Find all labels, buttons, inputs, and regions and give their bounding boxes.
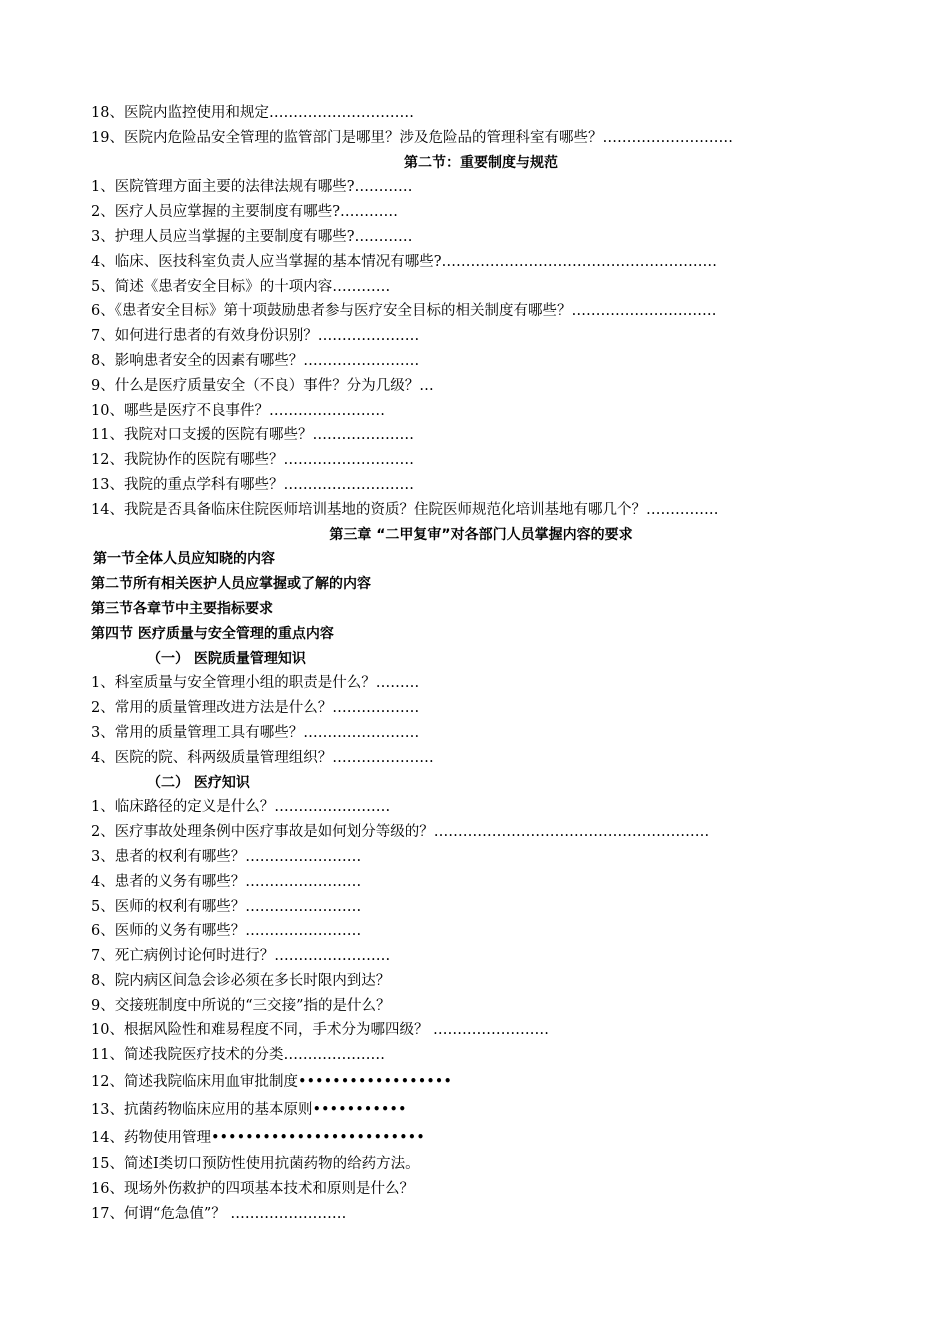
question-item: 3、护理人员应当掌握的主要制度有哪些?…………: [91, 228, 413, 245]
section-heading: 第三节各章节中主要指标要求: [91, 600, 273, 617]
question-item: 3、常用的质量管理工具有哪些？……………………: [91, 724, 420, 741]
section-heading: 第三章 “二甲复审”对各部门人员掌握内容的要求: [329, 526, 633, 543]
question-item: 6、《患者安全目标》第十项鼓励患者参与医疗安全目标的相关制度有哪些？…………………………: [91, 303, 717, 320]
question-item: 1、科室质量与安全管理小组的职责是什么？………: [91, 675, 420, 692]
question-item: 8、院内病区间急会诊必须在多长时限内到达？: [91, 972, 391, 989]
question-item: 13、抗菌药物临床应用的基本原则•••••••••••: [91, 1102, 407, 1119]
question-item: 5、医师的权利有哪些？……………………: [91, 898, 362, 915]
question-item: 4、临床、医技科室负责人应当掌握的基本情况有哪些?…………………………………………………: [91, 253, 717, 270]
question-item: 10、哪些是医疗不良事件？……………………: [91, 402, 385, 419]
section-heading: 第二节：重要制度与规范: [404, 154, 558, 171]
question-item: 12、我院协作的医院有哪些？………………………: [91, 452, 414, 469]
question-item: 6、医师的义务有哪些？……………………: [91, 923, 362, 940]
section-heading: 第四节 医疗质量与安全管理的重点内容: [91, 625, 334, 642]
question-item: 2、医疗事故处理条例中医疗事故是如何划分等级的？…………………………………………………: [91, 824, 710, 841]
question-item: 9、交接班制度中所说的“三交接”指的是什么？: [91, 997, 391, 1014]
question-item: 11、我院对口支援的医院有哪些？…………………: [91, 427, 414, 444]
question-item: 4、医院的院、科两级质量管理组织？…………………: [91, 749, 434, 766]
document-body: [91, 101, 871, 1226]
question-item: 19、医院内危险品安全管理的监管部门是哪里？涉及危险品的管理科室有哪些？………………………: [91, 129, 733, 146]
section-heading: 第二节所有相关医护人员应掌握或了解的内容: [91, 576, 371, 593]
question-item: 2、医疗人员应掌握的主要制度有哪些?…………: [91, 204, 398, 221]
question-item: 4、患者的义务有哪些？……………………: [91, 873, 362, 890]
question-item: 15、简述Ⅰ类切口预防性使用抗菌药物的给药方法。: [91, 1156, 420, 1173]
question-item: 8、影响患者安全的因素有哪些？……………………: [91, 352, 420, 369]
question-item: 7、如何进行患者的有效身份识别？…………………: [91, 328, 420, 345]
question-item: 13、我院的重点学科有哪些？………………………: [91, 476, 414, 493]
question-item: 2、常用的质量管理改进方法是什么？………………: [91, 700, 420, 717]
question-item: 12、简述我院临床用血审批制度••••••••••••••••••: [91, 1074, 452, 1091]
question-item: 18、医院内监控使用和规定…………………………: [91, 105, 414, 121]
question-item: 1、医院管理方面主要的法律法规有哪些?…………: [91, 179, 413, 196]
question-item: 11、简述我院医疗技术的分类…………………: [91, 1047, 385, 1064]
question-item: 7、死亡病例讨论何时进行？……………………: [91, 948, 391, 965]
section-heading: 第一节全体人员应知晓的内容: [93, 551, 275, 568]
question-item: 17、何谓“危急值”？ ……………………: [91, 1205, 347, 1222]
question-item: 9、什么是医疗质量安全（不良）事件？分为几级？…: [91, 377, 434, 394]
question-item: 14、我院是否具备临床住院医师培训基地的资质？住院医师规范化培训基地有哪几个？……………: [91, 501, 719, 518]
question-item: 5、简述《患者安全目标》的十项内容…………: [91, 278, 391, 295]
question-item: 14、药物使用管理•••••••••••••••••••••••••: [91, 1130, 425, 1147]
question-item: 16、现场外伤救护的四项基本技术和原则是什么？: [91, 1180, 414, 1197]
sub-heading: （一） 医院质量管理知识: [147, 650, 306, 667]
question-item: 3、患者的权利有哪些？……………………: [91, 848, 362, 865]
question-item: 10、根据风险性和难易程度不同，手术分为哪四级？ ……………………: [91, 1022, 550, 1039]
question-item: 1、临床路径的定义是什么？……………………: [91, 799, 391, 816]
sub-heading: （二） 医疗知识: [147, 774, 250, 791]
